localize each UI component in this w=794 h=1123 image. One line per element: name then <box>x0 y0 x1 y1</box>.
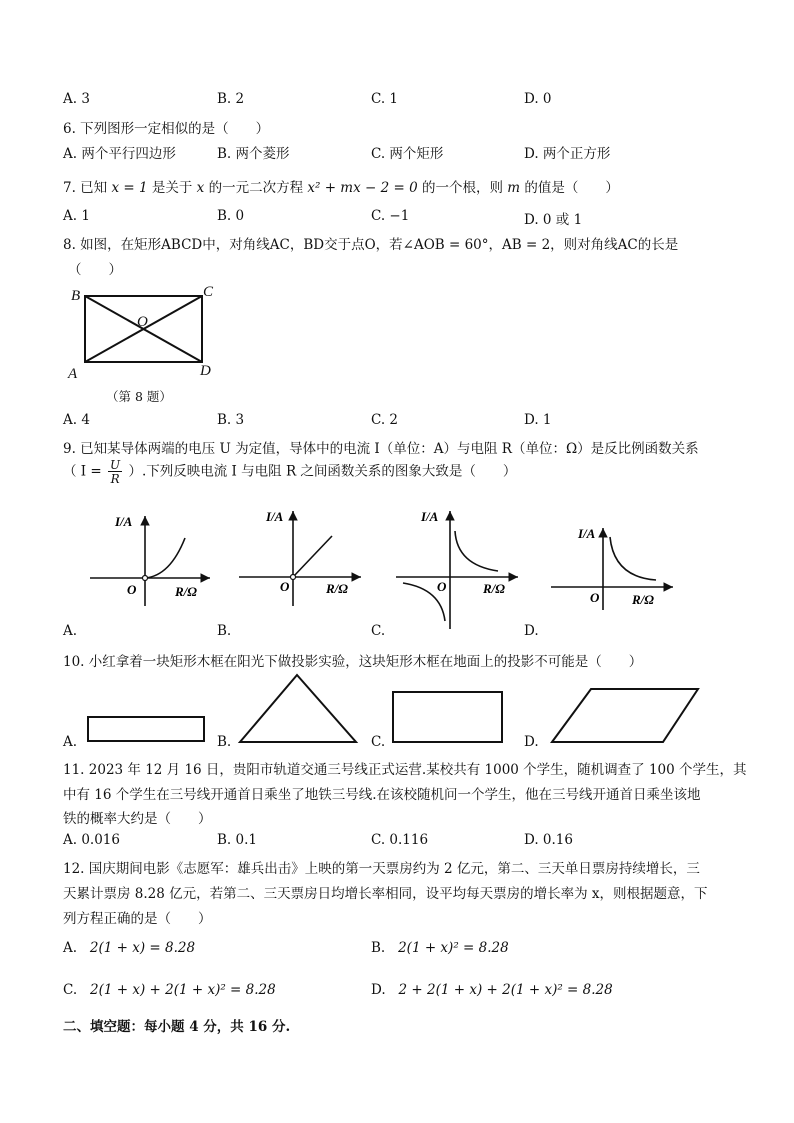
q5-option-d[interactable]: D. 0 <box>524 91 552 107</box>
q8-figure-caption: （第 8 题） <box>106 389 172 404</box>
q5-option-a[interactable]: A. 3 <box>63 91 90 107</box>
q5-option-b[interactable]: B. 2 <box>217 91 245 107</box>
label-a: A <box>68 366 78 382</box>
q7-option-d[interactable]: D. 0 或 1 <box>524 212 583 228</box>
q11-line3: 铁的概率大约是（ ） <box>63 811 212 827</box>
q9-option-b[interactable]: B. <box>217 623 232 639</box>
q9-graph-d <box>548 522 678 612</box>
svg-text:R/Ω: R/Ω <box>632 592 654 607</box>
q12-option-a[interactable]: A. 2(1 + x) = 8.28 <box>63 940 196 956</box>
section2-heading: 二、填空题：每小题 4 分，共 16 分. <box>63 1019 291 1035</box>
q9-graph-a <box>85 508 215 608</box>
q7-option-a[interactable]: A. 1 <box>63 208 90 224</box>
q11-option-c[interactable]: C. 0.116 <box>371 832 429 848</box>
svg-text:O: O <box>127 582 137 597</box>
label-c: C <box>203 284 214 300</box>
label-b: B <box>71 288 81 304</box>
q10-stem: 10. 小红拿着一块矩形木框在阳光下做投影实验，这块矩形木框在地面上的投影不可能是（ ） <box>63 654 643 670</box>
q8-stem-line2: （ ） <box>68 262 122 278</box>
q9-graph-c <box>393 503 523 633</box>
q10-option-a[interactable]: A. <box>63 734 78 750</box>
svg-text:R/Ω: R/Ω <box>326 581 348 596</box>
q6-option-c[interactable]: C. 两个矩形 <box>371 146 444 162</box>
q10-option-b[interactable]: B. <box>217 734 232 750</box>
q6-stem: 6. 下列图形一定相似的是（ ） <box>63 121 270 137</box>
svg-text:R/Ω: R/Ω <box>175 584 197 599</box>
q11-line2: 中有 16 个学生在三号线开通首日乘坐了地铁三号线.在该校随机问一个学生，他在三号线开通首日乘坐该地 <box>63 787 701 803</box>
shape-thin-rectangle <box>88 717 204 741</box>
q9-option-c[interactable]: C. <box>371 623 386 639</box>
q12-option-c[interactable]: C. 2(1 + x) + 2(1 + x)² = 8.28 <box>63 982 276 998</box>
q12-equation-a: 2(1 + x) = 8.28 <box>89 940 196 956</box>
q5-option-c[interactable]: C. 1 <box>371 91 399 107</box>
q9-option-d[interactable]: D. <box>524 623 539 639</box>
svg-text:I/A: I/A <box>115 514 133 529</box>
q11-line1: 11. 2023 年 12 月 16 日，贵阳市轨道交通三号线正式运营.某校共有 1000 个学生，随机调查了 100 个学生，其 <box>63 762 747 778</box>
svg-text:O: O <box>280 579 290 594</box>
svg-text:O: O <box>590 590 600 605</box>
q12-option-b[interactable]: B. 2(1 + x)² = 8.28 <box>371 940 509 956</box>
q8-option-b[interactable]: B. 3 <box>217 412 245 428</box>
q9-fraction: $\frac{U}{R}$ <box>110 458 121 486</box>
q11-option-b[interactable]: B. 0.1 <box>217 832 257 848</box>
q8-option-d[interactable]: D. 1 <box>524 412 552 428</box>
q9-stem-line1: 9. 已知某导体两端的电压 U 为定值，导体中的电流 I（单位：A）与电阻 R（单位：Ω）是反比例函数关系 <box>63 441 699 457</box>
q12-line1: 12. 国庆期间电影《志愿军：雄兵出击》上映的第一天票房约为 2 亿元，第二、三天单日票房持续增长，三 <box>63 861 700 877</box>
svg-text:I/A: I/A <box>421 509 439 524</box>
q7-option-c[interactable]: C. −1 <box>371 208 410 224</box>
q6-option-a[interactable]: A. 两个平行四边形 <box>63 146 176 162</box>
svg-text:I/A: I/A <box>266 509 284 524</box>
q12-line3: 列方程正确的是（ ） <box>63 911 212 927</box>
q8-stem-line1: 8. 如图，在矩形ABCD中，对角线AC，BD交于点O，若∠AOB = 60°，AB = 2，则对角线AC的长是 <box>63 237 679 253</box>
q6-option-b[interactable]: B. 两个菱形 <box>217 146 290 162</box>
svg-text:R/Ω: R/Ω <box>483 581 505 596</box>
q12-option-d[interactable]: D. 2 + 2(1 + x) + 2(1 + x)² = 8.28 <box>371 982 613 998</box>
q8-rectangle-figure <box>60 282 230 382</box>
label-o: O <box>137 314 148 330</box>
q10-option-d[interactable]: D. <box>524 734 539 750</box>
q9-stem-line2: （ I = $\frac{U}{R}$ ）.下列反映电流 I 与电阻 R 之间函数关系的图象大致是（ ） <box>63 458 517 486</box>
q11-option-a[interactable]: A. 0.016 <box>63 832 120 848</box>
q9-graph-b <box>236 503 366 608</box>
shape-triangle <box>240 675 356 742</box>
svg-text:I/A: I/A <box>578 526 596 541</box>
q9-option-a[interactable]: A. <box>63 623 78 639</box>
q7-stem: 7. 已知 x = 1 是关于 x 的一元二次方程 x² + mx − 2 = 0 的一个根，则 m 的值是（ ） <box>63 180 619 196</box>
label-d: D <box>200 363 211 379</box>
q12-equation-c: 2(1 + x) + 2(1 + x)² = 8.28 <box>90 982 276 998</box>
q8-option-c[interactable]: C. 2 <box>371 412 399 428</box>
shape-rectangle <box>393 692 502 742</box>
q6-option-d[interactable]: D. 两个正方形 <box>524 146 611 162</box>
q12-equation-d: 2 + 2(1 + x) + 2(1 + x)² = 8.28 <box>398 982 613 998</box>
q12-equation-b: 2(1 + x)² = 8.28 <box>398 940 509 956</box>
q7-equation: x² + mx − 2 = 0 <box>307 180 418 196</box>
q11-option-d[interactable]: D. 0.16 <box>524 832 573 848</box>
q10-shapes <box>60 670 720 748</box>
shape-parallelogram <box>552 689 698 742</box>
q12-line2: 天累计票房 8.28 亿元，若第二、三天票房日均增长率相同，设平均每天票房的增长率为 x，则根据题意，下 <box>63 886 708 902</box>
q10-option-c[interactable]: C. <box>371 734 386 750</box>
q7-option-b[interactable]: B. 0 <box>217 208 245 224</box>
svg-text:O: O <box>437 579 447 594</box>
q8-option-a[interactable]: A. 4 <box>63 412 90 428</box>
